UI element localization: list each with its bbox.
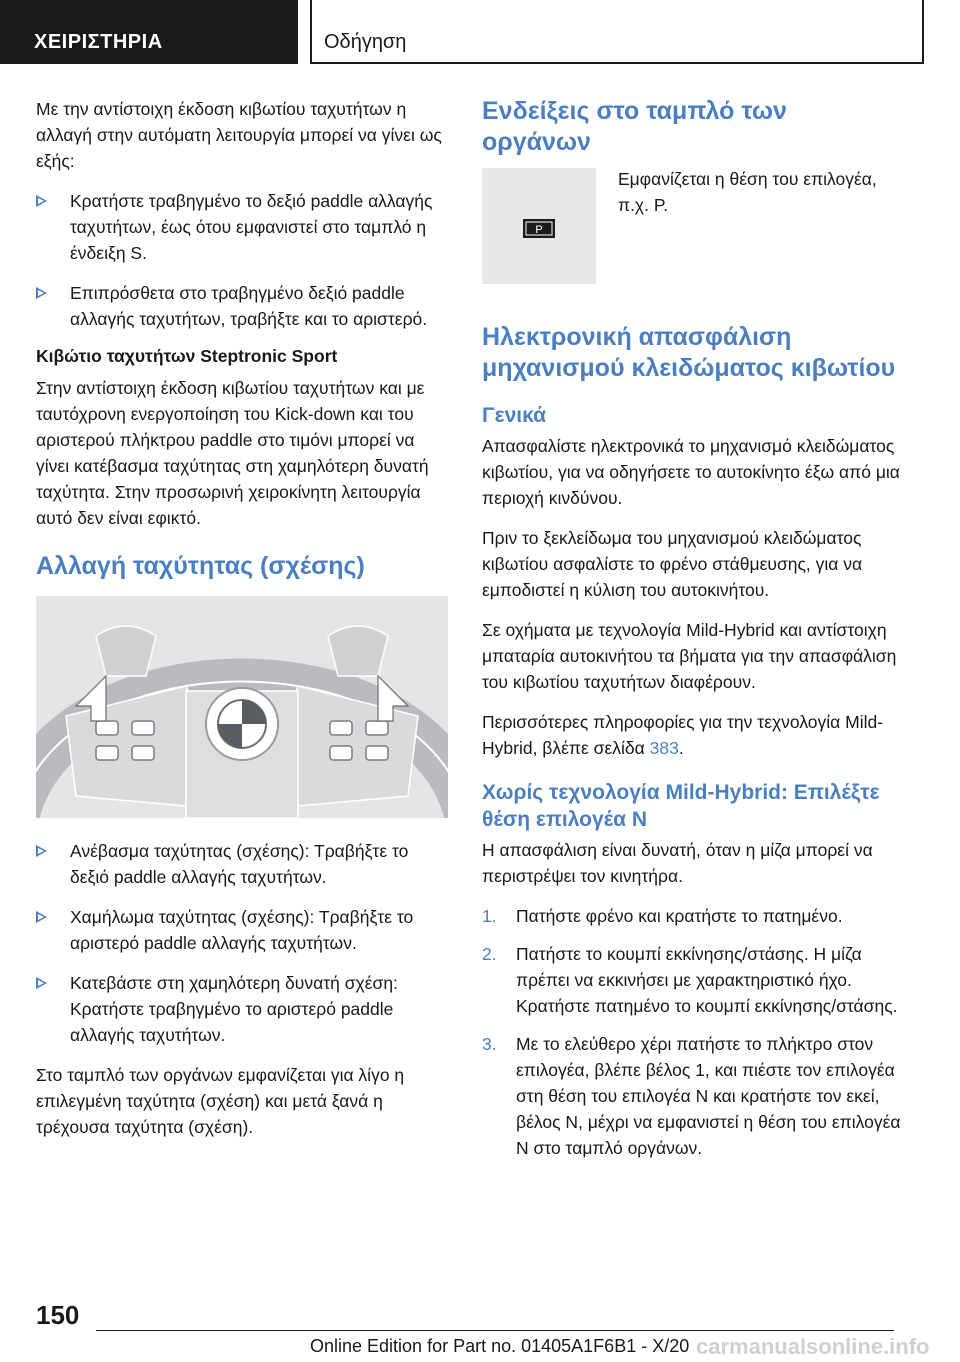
park-symbol: P — [535, 224, 543, 236]
watermark: carmanualsonline.info — [696, 1334, 930, 1359]
no-hybrid-heading: Χωρίς τεχνολογία Mild-Hybrid: Επιλέξτε θέση επιλογέα N — [482, 781, 880, 831]
edition-text: Online Edition for Part no. 01405A1F6B1 - X/20 — [310, 1336, 690, 1356]
bullet-item — [36, 280, 448, 332]
left-column — [36, 96, 448, 1154]
indicator-block — [482, 168, 902, 296]
step-text: Πατήστε το κουμπί εκκίνησης/στάσης. Η μίζα πρέπει να εκκινήσει με χαρακτηριστικό ήχο. Κρατήστε πατημένο το κουμπί εκκίνησης/στάσης. — [516, 944, 898, 1016]
bullet-text: Ανέβασμα ταχύτητας (σχέσης): Τραβήξτε το δεξιό paddle αλλαγής ταχυτήτων. — [70, 841, 409, 887]
step-number: 2. — [482, 944, 497, 964]
bullet-item — [36, 188, 448, 266]
page-number: 150 — [36, 1300, 80, 1330]
step-item — [482, 941, 902, 1019]
step-number: 1. — [482, 906, 497, 926]
page-reference-link[interactable]: 383 — [649, 738, 679, 758]
bullet-text: Χαμήλωμα ταχύτητας (σχέσης): Τραβήξτε το αριστερό paddle αλλαγής ταχυτήτων. — [70, 907, 414, 953]
triangle-bullet-icon — [36, 287, 47, 299]
step-item — [482, 903, 902, 929]
bullet-item — [36, 904, 448, 956]
chapter-title: Οδήγηση — [324, 31, 407, 53]
gear-change-heading: Αλλαγή ταχύτητας (σχέσης) — [36, 552, 365, 580]
gear-indicator-illustration — [482, 168, 596, 284]
steering-wheel-drawing — [36, 596, 448, 818]
bullet-text: Επιπρόσθετα στο τραβηγμένο δεξιό paddle αλλαγής ταχυτήτων, τραβήξτε και το αριστερό. — [70, 283, 428, 329]
step-number: 3. — [482, 1034, 497, 1054]
triangle-bullet-icon — [36, 911, 47, 923]
header-divider — [310, 0, 312, 64]
general-paragraph: Πριν το ξεκλείδωμα του μηχανισμού κλειδώματος κιβωτίου ασφαλίστε το φρένο στάθμευσης, για να εμποδιστεί η κύλιση του αυτοκινήτου. — [482, 528, 863, 600]
general-paragraph: Σε οχήματα με τεχνολογία Mild-Hybrid και αντίστοιχη μπαταρία αυτοκινήτου τα βήματα για την απασφάλιση του κιβωτίου ταχυτήτων διαφέρουν. — [482, 620, 897, 692]
indicator-heading: Ενδείξεις στο ταμπλό των οργάνων — [482, 97, 787, 156]
lock-heading: Ηλεκτρονική απασφάλιση μηχανισμού κλειδώματος κιβωτίου — [482, 323, 896, 382]
general-heading: Γενικά — [482, 404, 547, 427]
closing-paragraph: Στο ταμπλό των οργάνων εμφανίζεται για λίγο η επιλεγμένη ταχύτητα (σχέση) και μετά ξανά η τρέχουσα ταχύτητα (σχέση). — [36, 1065, 405, 1137]
step-item — [482, 1031, 902, 1161]
right-column — [482, 96, 902, 1173]
bullet-text: Κατεβάστε στη χαμηλότερη δυνατή σχέση: Κρατήστε τραβηγμένο το αριστερό paddle αλλαγής ταχυτήτων. — [70, 973, 398, 1045]
sport-heading: Κιβώτιο ταχυτήτων Steptronic Sport — [36, 346, 338, 366]
triangle-bullet-icon — [36, 977, 47, 989]
steering-wheel-illustration — [36, 596, 448, 818]
sport-paragraph: Στην αντίστοιχη έκδοση κιβωτίου ταχυτήτων και με ταυτόχρονη ενεργοποίηση του Kick-down και του αριστερού πλήκτρου paddle στο τιμόνι μπορεί να γίνει κατέβασμα ταχύτητας στη χαμηλότερη δυνατή ταχύτητα. Στην προσωρινή χειροκίνητη λειτουργία αυτό δεν είναι εφικτό. — [36, 378, 429, 528]
park-indicator-icon — [482, 168, 596, 284]
bullet-text: Κρατήστε τραβηγμένο το δεξιό paddle αλλαγής ταχυτήτων, έως ότου εμφανιστεί στο ταμπλό η ένδειξη S. — [70, 191, 433, 263]
reference-text: Περισσότερες πληροφορίες για την τεχνολογία Mild-Hybrid, βλέπε σελίδα — [482, 712, 884, 758]
bullet-item — [36, 970, 448, 1048]
step-text: Με το ελεύθερο χέρι πατήστε το πλήκτρο στον επιλογέα, βλέπε βέλος 1, και πιέστε τον επιλογέα στη θέση του επιλογέα N και κρατήστε τον εκεί, βέλος N, μέχρι να εμφανιστεί η θέση του επιλογέα N στο ταμπλό οργάνων. — [516, 1034, 901, 1158]
triangle-bullet-icon — [36, 845, 47, 857]
reference-paragraph — [482, 709, 902, 761]
section-tab: ΧΕΙΡΙΣΤΗΡΙΑ — [0, 0, 298, 64]
triangle-bullet-icon — [36, 195, 47, 207]
intro-paragraph: Με την αντίστοιχη έκδοση κιβωτίου ταχυτήτων η αλλαγή στην αυτόματη λειτουργία μπορεί να γίνει ως εξής: — [36, 99, 442, 171]
general-paragraph: Απασφαλίστε ηλεκτρονικά το μηχανισμό κλειδώματος κιβωτίου, για να οδηγήσετε το αυτοκίνητο έξω από μια περιοχή κινδύνου. — [482, 436, 900, 508]
page-header — [0, 0, 960, 64]
reference-end: . — [678, 738, 684, 758]
header-underline — [310, 62, 924, 64]
step-text: Πατήστε φρένο και κρατήστε το πατημένο. — [516, 906, 843, 926]
no-hybrid-paragraph: Η απασφάλιση είναι δυνατή, όταν η μίζα μπορεί να περιστρέψει τον κινητήρα. — [482, 840, 873, 886]
footer-rule — [96, 1330, 894, 1331]
bullet-item — [36, 838, 448, 890]
indicator-text: Εμφανίζεται η θέση του επιλογέα, π.χ. P. — [618, 169, 877, 215]
header-divider-right — [922, 0, 924, 64]
